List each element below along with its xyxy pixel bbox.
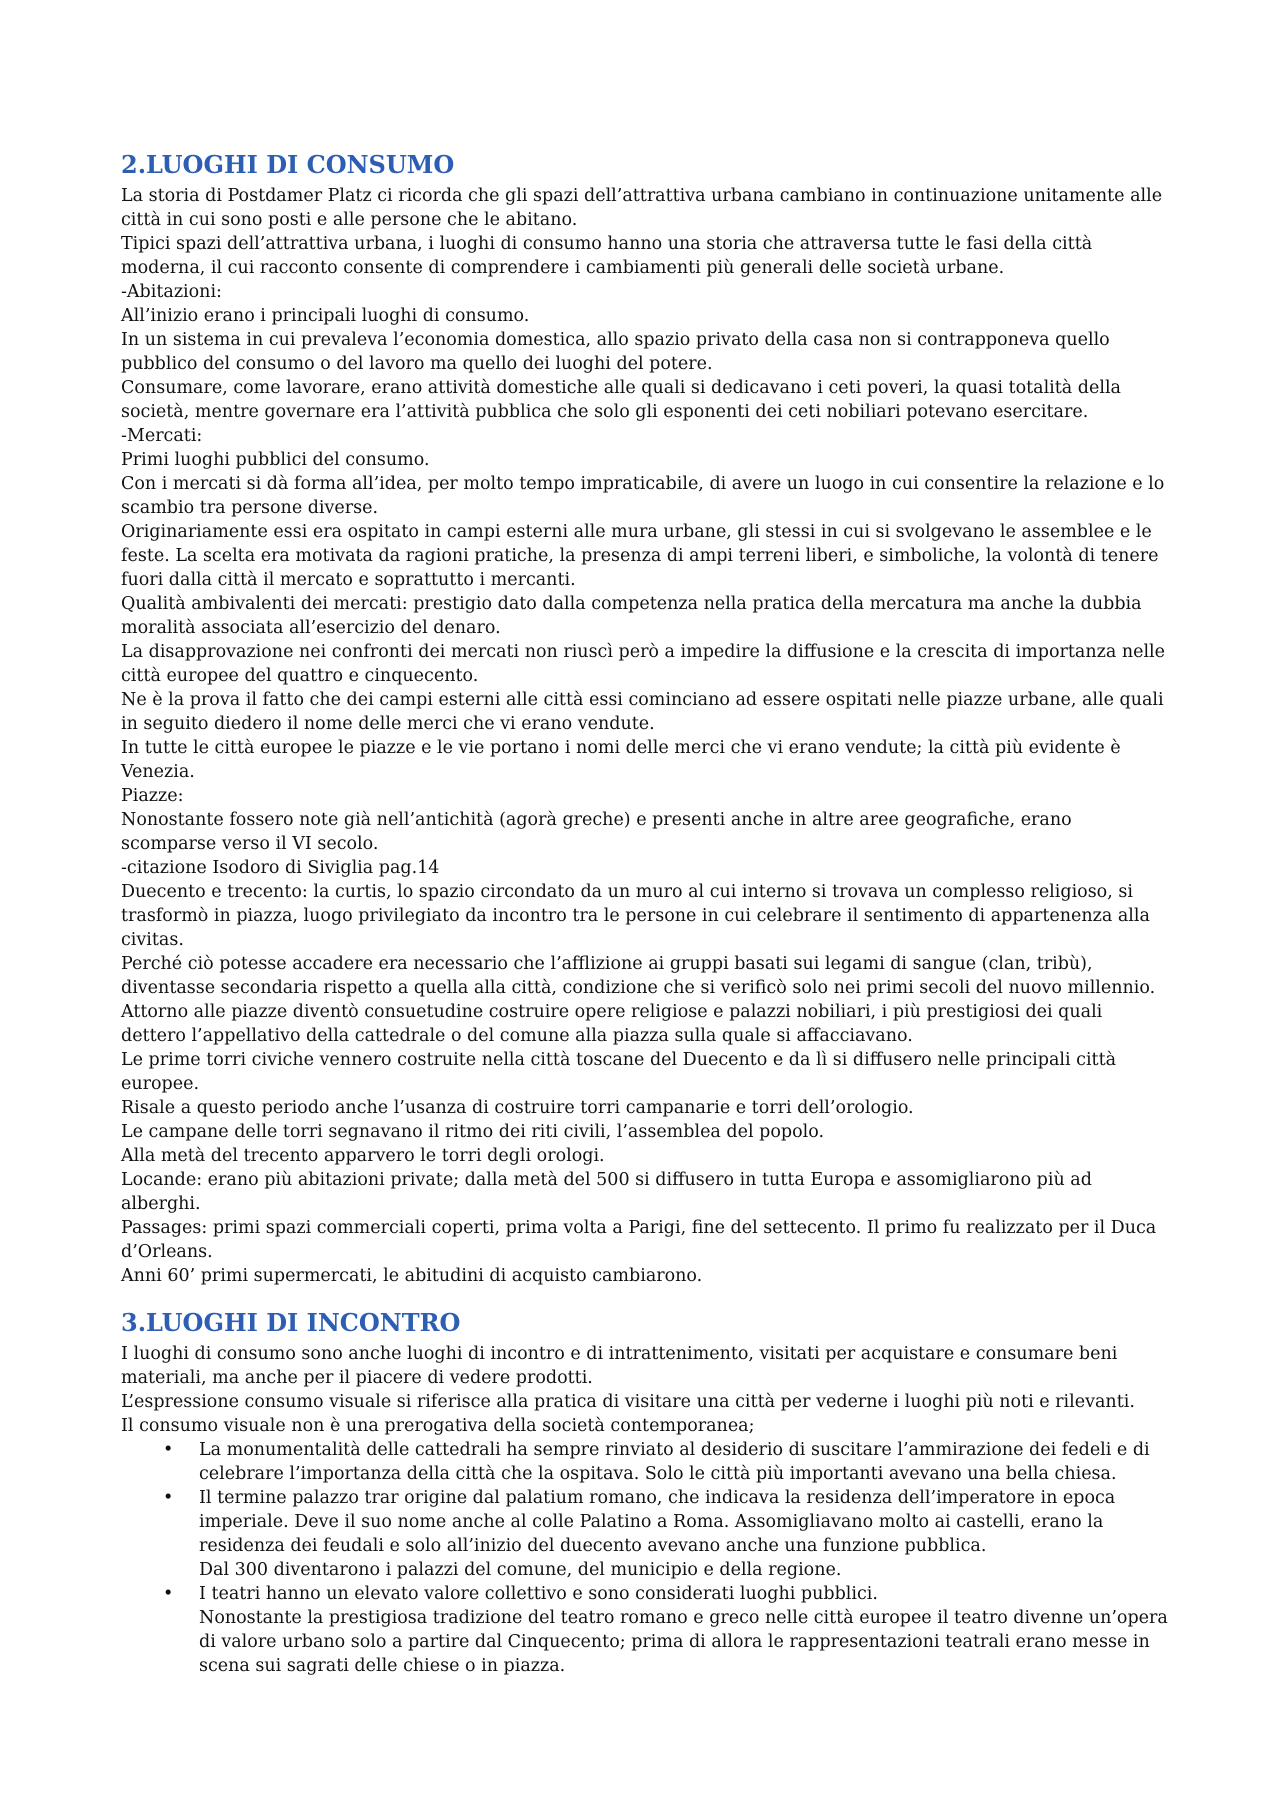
list-item xyxy=(121,1438,1171,1486)
paragraph: Nonostante fossero note già nell’antichità (agorà greche) e presenti anche in altre aree geografiche, erano scomparse verso il VI secolo. xyxy=(121,810,1072,854)
list-item xyxy=(121,1486,1171,1582)
citation-note: -citazione Isodoro di Siviglia pag.14 xyxy=(121,858,440,878)
subheading-abitazioni: -Abitazioni: xyxy=(121,282,222,302)
paragraph: Passages: primi spazi commerciali coperti, prima volta a Parigi, fine del settecento. Il primo fu realizzato per il Duca d’Orleans. xyxy=(121,1218,1157,1262)
paragraph: In tutte le città europee le piazze e le vie portano i nomi delle merci che vi erano vendute; la città più evidente è Venezia. xyxy=(121,738,1121,782)
paragraph: Perché ciò potesse accadere era necessario che l’afflizione ai gruppi basati sui legami di sangue (clan, tribù), diventasse secondaria rispetto a quella alla città, condizione che si verificò solo nei primi secoli del nuovo millennio. xyxy=(121,954,1156,998)
bullet-marker: • xyxy=(163,1440,174,1460)
paragraph: In un sistema in cui prevaleva l’economia domestica, allo spazio privato della casa non si contrapponeva quello pubblico del consumo o del lavoro ma quello dei luoghi del potere. xyxy=(121,330,1110,374)
section-luoghi-di-incontro xyxy=(121,1308,1171,1678)
bullet-marker: • xyxy=(163,1584,174,1604)
paragraph: Le prime torri civiche vennero costruite nella città toscane del Duecento e da lì si diffusero nelle principali città europee. xyxy=(121,1050,1117,1094)
list-item-text: I teatri hanno un elevato valore collettivo e sono considerati luoghi pubblici. xyxy=(199,1584,878,1604)
paragraph: Risale a questo periodo anche l’usanza di costruire torri campanarie e torri dell’orologio. xyxy=(121,1098,914,1118)
paragraph: La disapprovazione nei confronti dei mercati non riuscì però a impedire la diffusione e la crescita di importanza nelle città europee del quattro e cinquecento. xyxy=(121,642,1165,686)
paragraph: Consumare, come lavorare, erano attività domestiche alle quali si dedicavano i ceti poveri, la quasi totalità della società, mentre governare era l’attività pubblica che solo gli esponenti dei ceti nobiliari potevano esercitare. xyxy=(121,378,1121,422)
subheading-piazze: Piazze: xyxy=(121,786,184,806)
paragraph: All’inizio erano i principali luoghi di consumo. xyxy=(121,306,530,326)
list-item-text: Il termine palazzo trar origine dal palatium romano, che indicava la residenza dell’imperatore in epoca imperiale. Deve il suo nome anche al colle Palatino a Roma. Assomigliavano molto ai castelli, erano la residenza dei feudali e solo all’inizio del duecento avevano anche una funzione pubblica. xyxy=(199,1488,1116,1556)
section-heading: 3.LUOGHI DI INCONTRO xyxy=(121,1308,461,1337)
list-item-text: La monumentalità delle cattedrali ha sempre rinviato al desiderio di suscitare l’ammirazione dei fedeli e di celebrare l’importanza della città che la ospitava. Solo le città più importanti avevano una bella chiesa. xyxy=(199,1440,1150,1484)
paragraph: I luoghi di consumo sono anche luoghi di incontro e di intrattenimento, visitati per acquistare e consumare beni materiali, ma anche per il piacere di vedere prodotti. xyxy=(121,1344,1118,1388)
paragraph: Originariamente essi era ospitato in campi esterni alle mura urbane, gli stessi in cui si svolgevano le assemblee e le feste. La scelta era motivata da ragioni pratiche, la presenza di ampi terreni liberi, e simboliche, la volontà di tenere fuori dalla città il mercato e soprattutto i mercanti. xyxy=(121,522,1159,590)
paragraph: Attorno alle piazze diventò consuetudine costruire opere religiose e palazzi nobiliari, i più prestigiosi dei quali dettero l’appellativo della cattedrale o del comune alla piazza sulla quale si affacciavano. xyxy=(121,1002,1103,1046)
paragraph: L’espressione consumo visuale si riferisce alla pratica di visitare una città per vederne i luoghi più noti e rilevanti. xyxy=(121,1392,1135,1412)
paragraph: Ne è la prova il fatto che dei campi esterni alle città essi cominciano ad essere ospitati nelle piazze urbane, alle quali in seguito diedero il nome delle merci che vi erano vendute. xyxy=(121,690,1164,734)
subheading-mercati: -Mercati: xyxy=(121,426,203,446)
paragraph: Con i mercati si dà forma all’idea, per molto tempo impraticabile, di avere un luogo in cui consentire la relazione e lo scambio tra persone diverse. xyxy=(121,474,1165,518)
document-page xyxy=(121,150,1171,1698)
paragraph: Locande: erano più abitazioni private; dalla metà del 500 si diffusero in tutta Europa e assomigliarono più ad alberghi. xyxy=(121,1170,1092,1214)
paragraph: Primi luoghi pubblici del consumo. xyxy=(121,450,430,470)
paragraph: Anni 60’ primi supermercati, le abitudini di acquisto cambiarono. xyxy=(121,1266,703,1286)
list-item-text: Dal 300 diventarono i palazzi del comune, del municipio e della regione. xyxy=(199,1560,842,1580)
list-item-text: Nonostante la prestigiosa tradizione del teatro romano e greco nelle città europee il teatro divenne un’opera di valore urbano solo a partire dal Cinquecento; prima di allora le rappresentazioni teatrali erano messe in scena sui sagrati delle chiese o in piazza. xyxy=(199,1608,1168,1676)
section-heading: 2.LUOGHI DI CONSUMO xyxy=(121,150,455,179)
paragraph: Qualità ambivalenti dei mercati: prestigio dato dalla competenza nella pratica della mercatura ma anche la dubbia moralità associata all’esercizio del denaro. xyxy=(121,594,1142,638)
paragraph: Il consumo visuale non è una prerogativa della società contemporanea; xyxy=(121,1416,755,1436)
paragraph: Tipici spazi dell’attrattiva urbana, i luoghi di consumo hanno una storia che attraversa tutte le fasi della città moderna, il cui racconto consente di comprendere i cambiamenti più generali delle società urbane. xyxy=(121,234,1093,278)
paragraph: Duecento e trecento: la curtis, lo spazio circondato da un muro al cui interno si trovava un complesso religioso, si trasformò in piazza, luogo privilegiato da incontro tra le persone in cui celebrare il sentimento di appartenenza alla civitas. xyxy=(121,882,1150,950)
list-item xyxy=(121,1582,1171,1678)
paragraph: Alla metà del trecento apparvero le torri degli orologi. xyxy=(121,1146,605,1166)
paragraph: La storia di Postdamer Platz ci ricorda che gli spazi dell’attrattiva urbana cambiano in continuazione unitamente alle città in cui sono posti e alle persone che le abitano. xyxy=(121,186,1163,230)
section-luoghi-di-consumo xyxy=(121,150,1171,1288)
bullet-marker: • xyxy=(163,1488,174,1508)
bullet-list xyxy=(121,1438,1171,1678)
paragraph: Le campane delle torri segnavano il ritmo dei riti civili, l’assemblea del popolo. xyxy=(121,1122,825,1142)
